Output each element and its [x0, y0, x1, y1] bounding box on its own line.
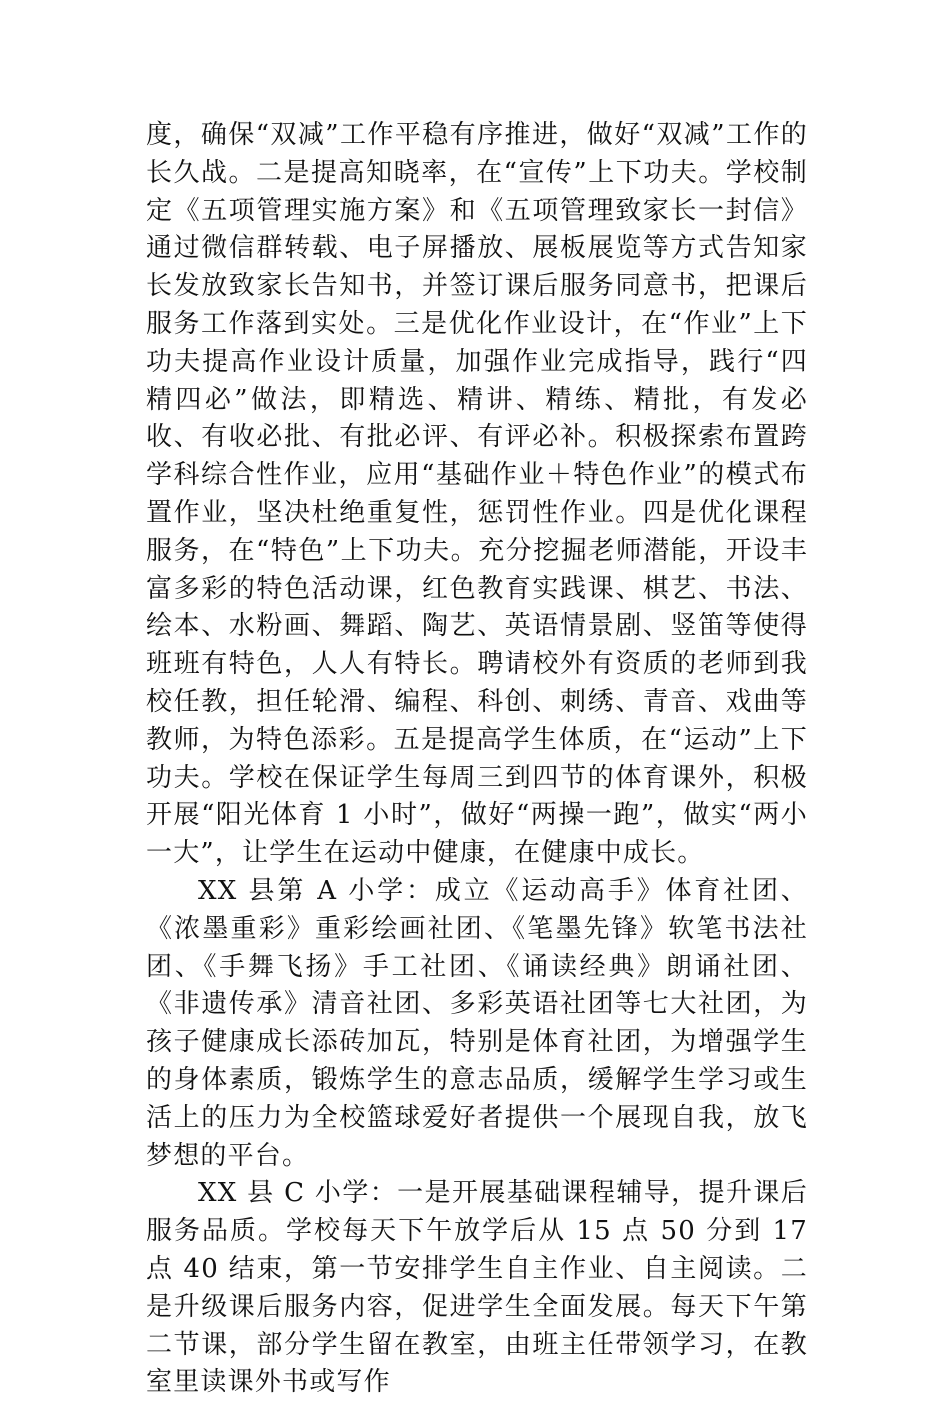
document-body: [146, 117, 808, 1402]
paragraph-school-c: XX 县 C 小学：一是开展基础课程辅导，提升课后服务品质。学校每天下午放学后从 15 点 50 分到 17 点 40 结束，第一节安排学生自主作业、自主阅读。二是升级课后服务内容，促进学生全面发展。每天下午第二节课，部分学生留在教室，由班主任带领学习，在教室里读课外书或写作: [146, 1178, 808, 1398]
paragraph-continuation: 度，确保“双减”工作平稳有序推进，做好“双减”工作的长久战。二是提高知晓率，在“宣传”上下功夫。学校制定《五项管理实施方案》和《五项管理致家长一封信》通过微信群转载、电子屏播放、展板展览等方式告知家长发放致家长告知书，并签订课后服务同意书，把课后服务工作落到实处。三是优化作业设计，在“作业”上下功夫提高作业设计质量，加强作业完成指导，践行“四精四必”做法，即精选、精讲、精练、精批，有发必收、有收必批、有批必评、有评必补。积极探索布置跨学科综合性作业，应用“基础作业＋特色作业”的模式布置作业，坚决杜绝重复性，惩罚性作业。四是优化课程服务，在“特色”上下功夫。充分挖掘老师潜能，开设丰富多彩的特色活动课，红色教育实践课、棋艺、书法、绘本、水粉画、舞蹈、陶艺、英语情景剧、竖笛等使得班班有特色，人人有特长。聘请校外有资质的老师到我校任教，担任轮滑、编程、科创、刺绣、青音、戏曲等教师，为特色添彩。五是提高学生体质，在“运动”上下功夫。学校在保证学生每周三到四节的体育课外，积极开展“阳光体育 1 小时”，做好“两操一跑”，做实“两小一大”，让学生在运动中健康，在健康中成长。: [146, 120, 808, 869]
paragraph-school-a: XX 县第 A 小学：成立《运动高手》体育社团、《浓墨重彩》重彩绘画社团、《笔墨先锋》软笔书法社团、《手舞飞扬》手工社团、《诵读经典》朗诵社团、《非遗传承》清音社团、多彩英语社团等七大社团，为孩子健康成长添砖加瓦，特别是体育社团，为增强学生的身体素质，锻炼学生的意志品质，缓解学生学习或生活上的压力为全校篮球爱好者提供一个展现自我，放飞梦想的平台。: [146, 875, 808, 1171]
